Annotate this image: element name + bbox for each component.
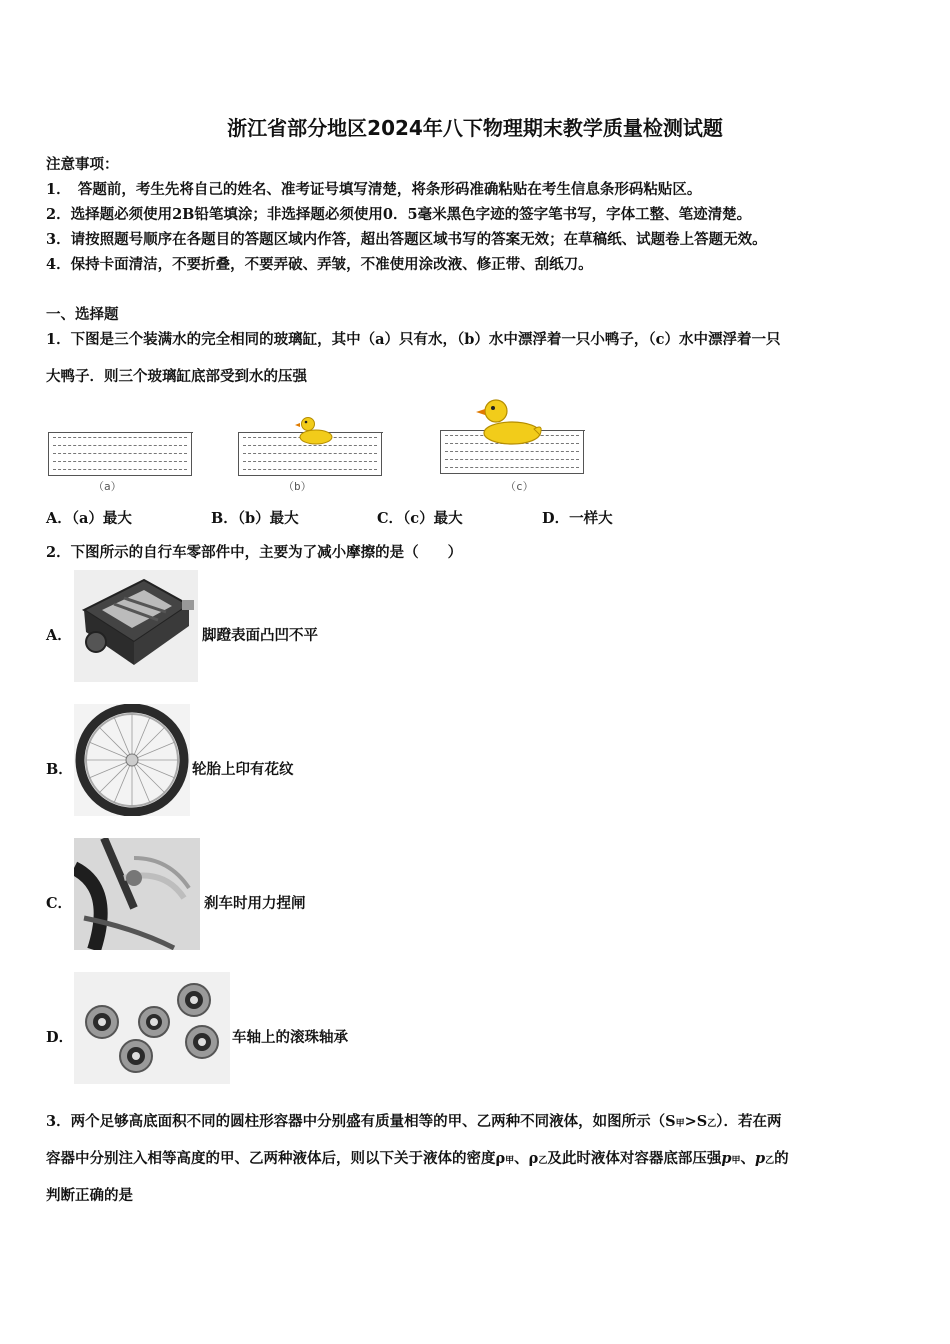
brake-image (74, 838, 200, 950)
small-duck-icon (294, 412, 338, 446)
q2-option-c-text[interactable]: 刹车时用力捏闸 (204, 895, 306, 912)
q2-option-c-letter[interactable]: C． (46, 895, 73, 912)
notice-item: 4．保持卡面清洁，不要折叠，不要弄破、弄皱，不准使用涂改液、修正带、刮纸刀。 (46, 256, 593, 273)
notice-heading: 注意事项： (46, 156, 119, 173)
bearings-image (74, 972, 230, 1084)
q2-option-a-text[interactable]: 脚蹬表面凸凹不平 (202, 627, 318, 644)
page-title: 浙江省部分地区2024年八下物理期末教学质量检测试题 (227, 116, 723, 140)
q2-option-b-text[interactable]: 轮胎上印有花纹 (192, 761, 294, 778)
tank-a-figure (48, 433, 192, 476)
q1-option-b[interactable]: B．（b）最大 (211, 510, 299, 527)
q2-option-d-letter[interactable]: D． (46, 1029, 74, 1046)
q2-stem: 2．下图所示的自行车零部件中，主要为了减小摩擦的是（ ） (46, 544, 463, 561)
q1-stem-line1: 1．下图是三个装满水的完全相同的玻璃缸，其中（a）只有水，（b）水中漂浮着一只小鸭子，（c）水中漂浮着一只 (46, 331, 781, 348)
q1-stem-line2: 大鸭子．则三个玻璃缸底部受到水的压强 (46, 368, 307, 385)
section-heading: 一、选择题 (46, 306, 119, 323)
q2-option-a-letter[interactable]: A． (46, 627, 72, 644)
tire-image (74, 704, 190, 816)
notice-item: 1． 答题前，考生先将自己的姓名、准考证号填写清楚，将条形码准确粘贴在考生信息条形码粘贴区。 (46, 181, 702, 198)
tank-c-caption: （c） (505, 480, 534, 493)
q1-option-d[interactable]: D．一样大 (542, 510, 613, 527)
q3-stem-line3: 判断正确的是 (46, 1187, 133, 1204)
q2-option-d-text[interactable]: 车轴上的滚珠轴承 (232, 1029, 348, 1046)
q2-option-b-letter[interactable]: B． (46, 761, 73, 778)
q3-stem-line2: 容器中分别注入相等高度的甲、乙两种液体后，则以下关于液体的密度ρ甲、ρ乙及此时液体对容器底部压强p甲、p乙的 (46, 1150, 789, 1167)
notice-item: 3．请按照题号顺序在各题目的答题区域内作答，超出答题区域书写的答案无效；在草稿纸、试题卷上答题无效。 (46, 231, 767, 248)
q1-option-c[interactable]: C．（c）最大 (377, 510, 463, 527)
pedal-image (74, 570, 198, 682)
tank-b-caption: （b） (283, 480, 312, 493)
notice-item: 2．选择题必须使用2B铅笔填涂；非选择题必须使用0．5毫米黑色字迹的签字笔书写，字体工整、笔迹清楚。 (46, 206, 752, 223)
q3-stem-line1: 3．两个足够高底面积不同的圆柱形容器中分别盛有质量相等的甲、乙两种不同液体，如图所示（S甲>S乙）．若在两 (46, 1113, 782, 1130)
q1-option-a[interactable]: A．（a）最大 (46, 510, 132, 527)
tank-a-caption: （a） (93, 480, 122, 493)
big-duck-icon (474, 393, 546, 449)
